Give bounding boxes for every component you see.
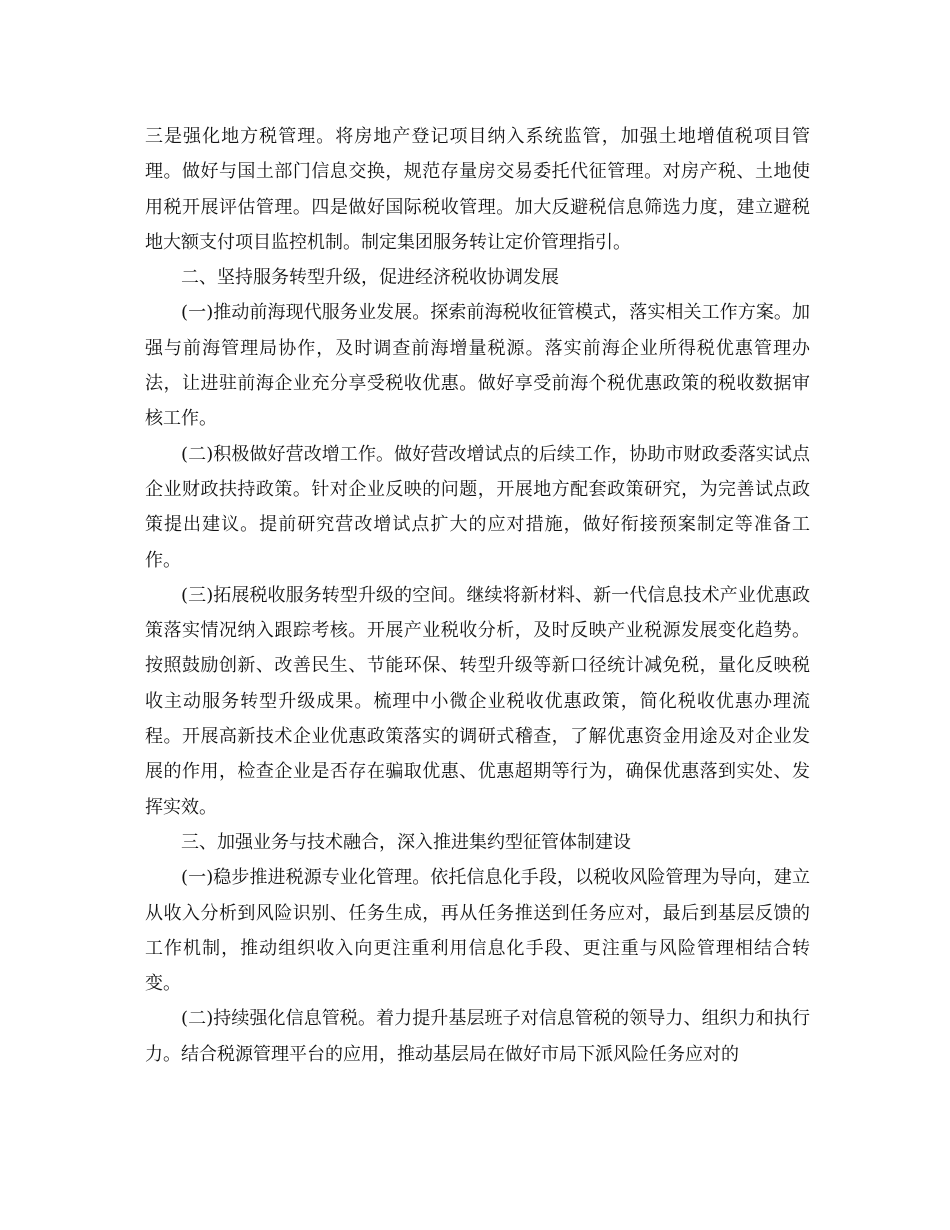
paragraph-qianhai: (一)推动前海现代服务业发展。探索前海税收征管模式，落实相关工作方案。加强与前海管理局协作，及时调查前海增量税源。落实前海企业所得税优惠管理办法，让进驻前海企业充分享受税收优惠。做好享受前海个税优惠政策的税收数据审核工作。 <box>145 302 810 430</box>
paragraph-local-tax: 三是强化地方税管理。将房地产登记项目纳入系统监管，加强土地增值税项目管理。做好与国土部门信息交换，规范存量房交易委托代征管理。对房产税、土地使用税开展评估管理。四是做好国际税收管理。加大反避税信息筛选力度，建立避税地大额支付项目监控机制。制定集团服务转让定价管理指引。 <box>145 126 810 253</box>
paragraph-information-tax: (二)持续强化信息管税。着力提升基层班子对信息管税的领导力、组织力和执行力。结合税源管理平台的应用，推动基层局在做好市局下派风险任务应对的 <box>145 1008 810 1065</box>
paragraph-tax-source-management: (一)稳步推进税源专业化管理。依托信息化手段，以税收风险管理为导向，建立从收入分析到风险识别、任务生成，再从任务推送到任务应对，最后到基层反馈的工作机制，推动组织收入向更注重利用信息化手段、更注重与风险管理相结合转变。 <box>145 867 810 995</box>
paragraph-vat-reform: (二)积极做好营改增工作。做好营改增试点的后续工作，协助市财政委落实试点企业财政扶持政策。针对企业反映的问题，开展地方配套政策研究，为完善试点政策提出建议。提前研究营改增试点扩大的应对措施，做好衔接预案制定等准备工作。 <box>145 443 810 571</box>
section-heading-two: 二、坚持服务转型升级，促进经济税收协调发展 <box>181 267 559 289</box>
document-body <box>145 119 810 1072</box>
section-heading-three: 三、加强业务与技术融合，深入推进集约型征管体制建设 <box>181 831 631 853</box>
paragraph-service-upgrade: (三)拓展税收服务转型升级的空间。继续将新材料、新一代信息技术产业优惠政策落实情况纳入跟踪考核。开展产业税收分析，及时反映产业税源发展变化趋势。按照鼓励创新、改善民生、节能环保、转型升级等新口径统计减免税，量化反映税收主动服务转型升级成果。梳理中小微企业税收优惠政策，简化税收优惠办理流程。开展高新技术企业优惠政策落实的调研式稽查，了解优惠资金用途及对企业发展的作用，检查企业是否存在骗取优惠、优惠超期等行为，确保优惠落到实处、发挥实效。 <box>145 584 810 818</box>
